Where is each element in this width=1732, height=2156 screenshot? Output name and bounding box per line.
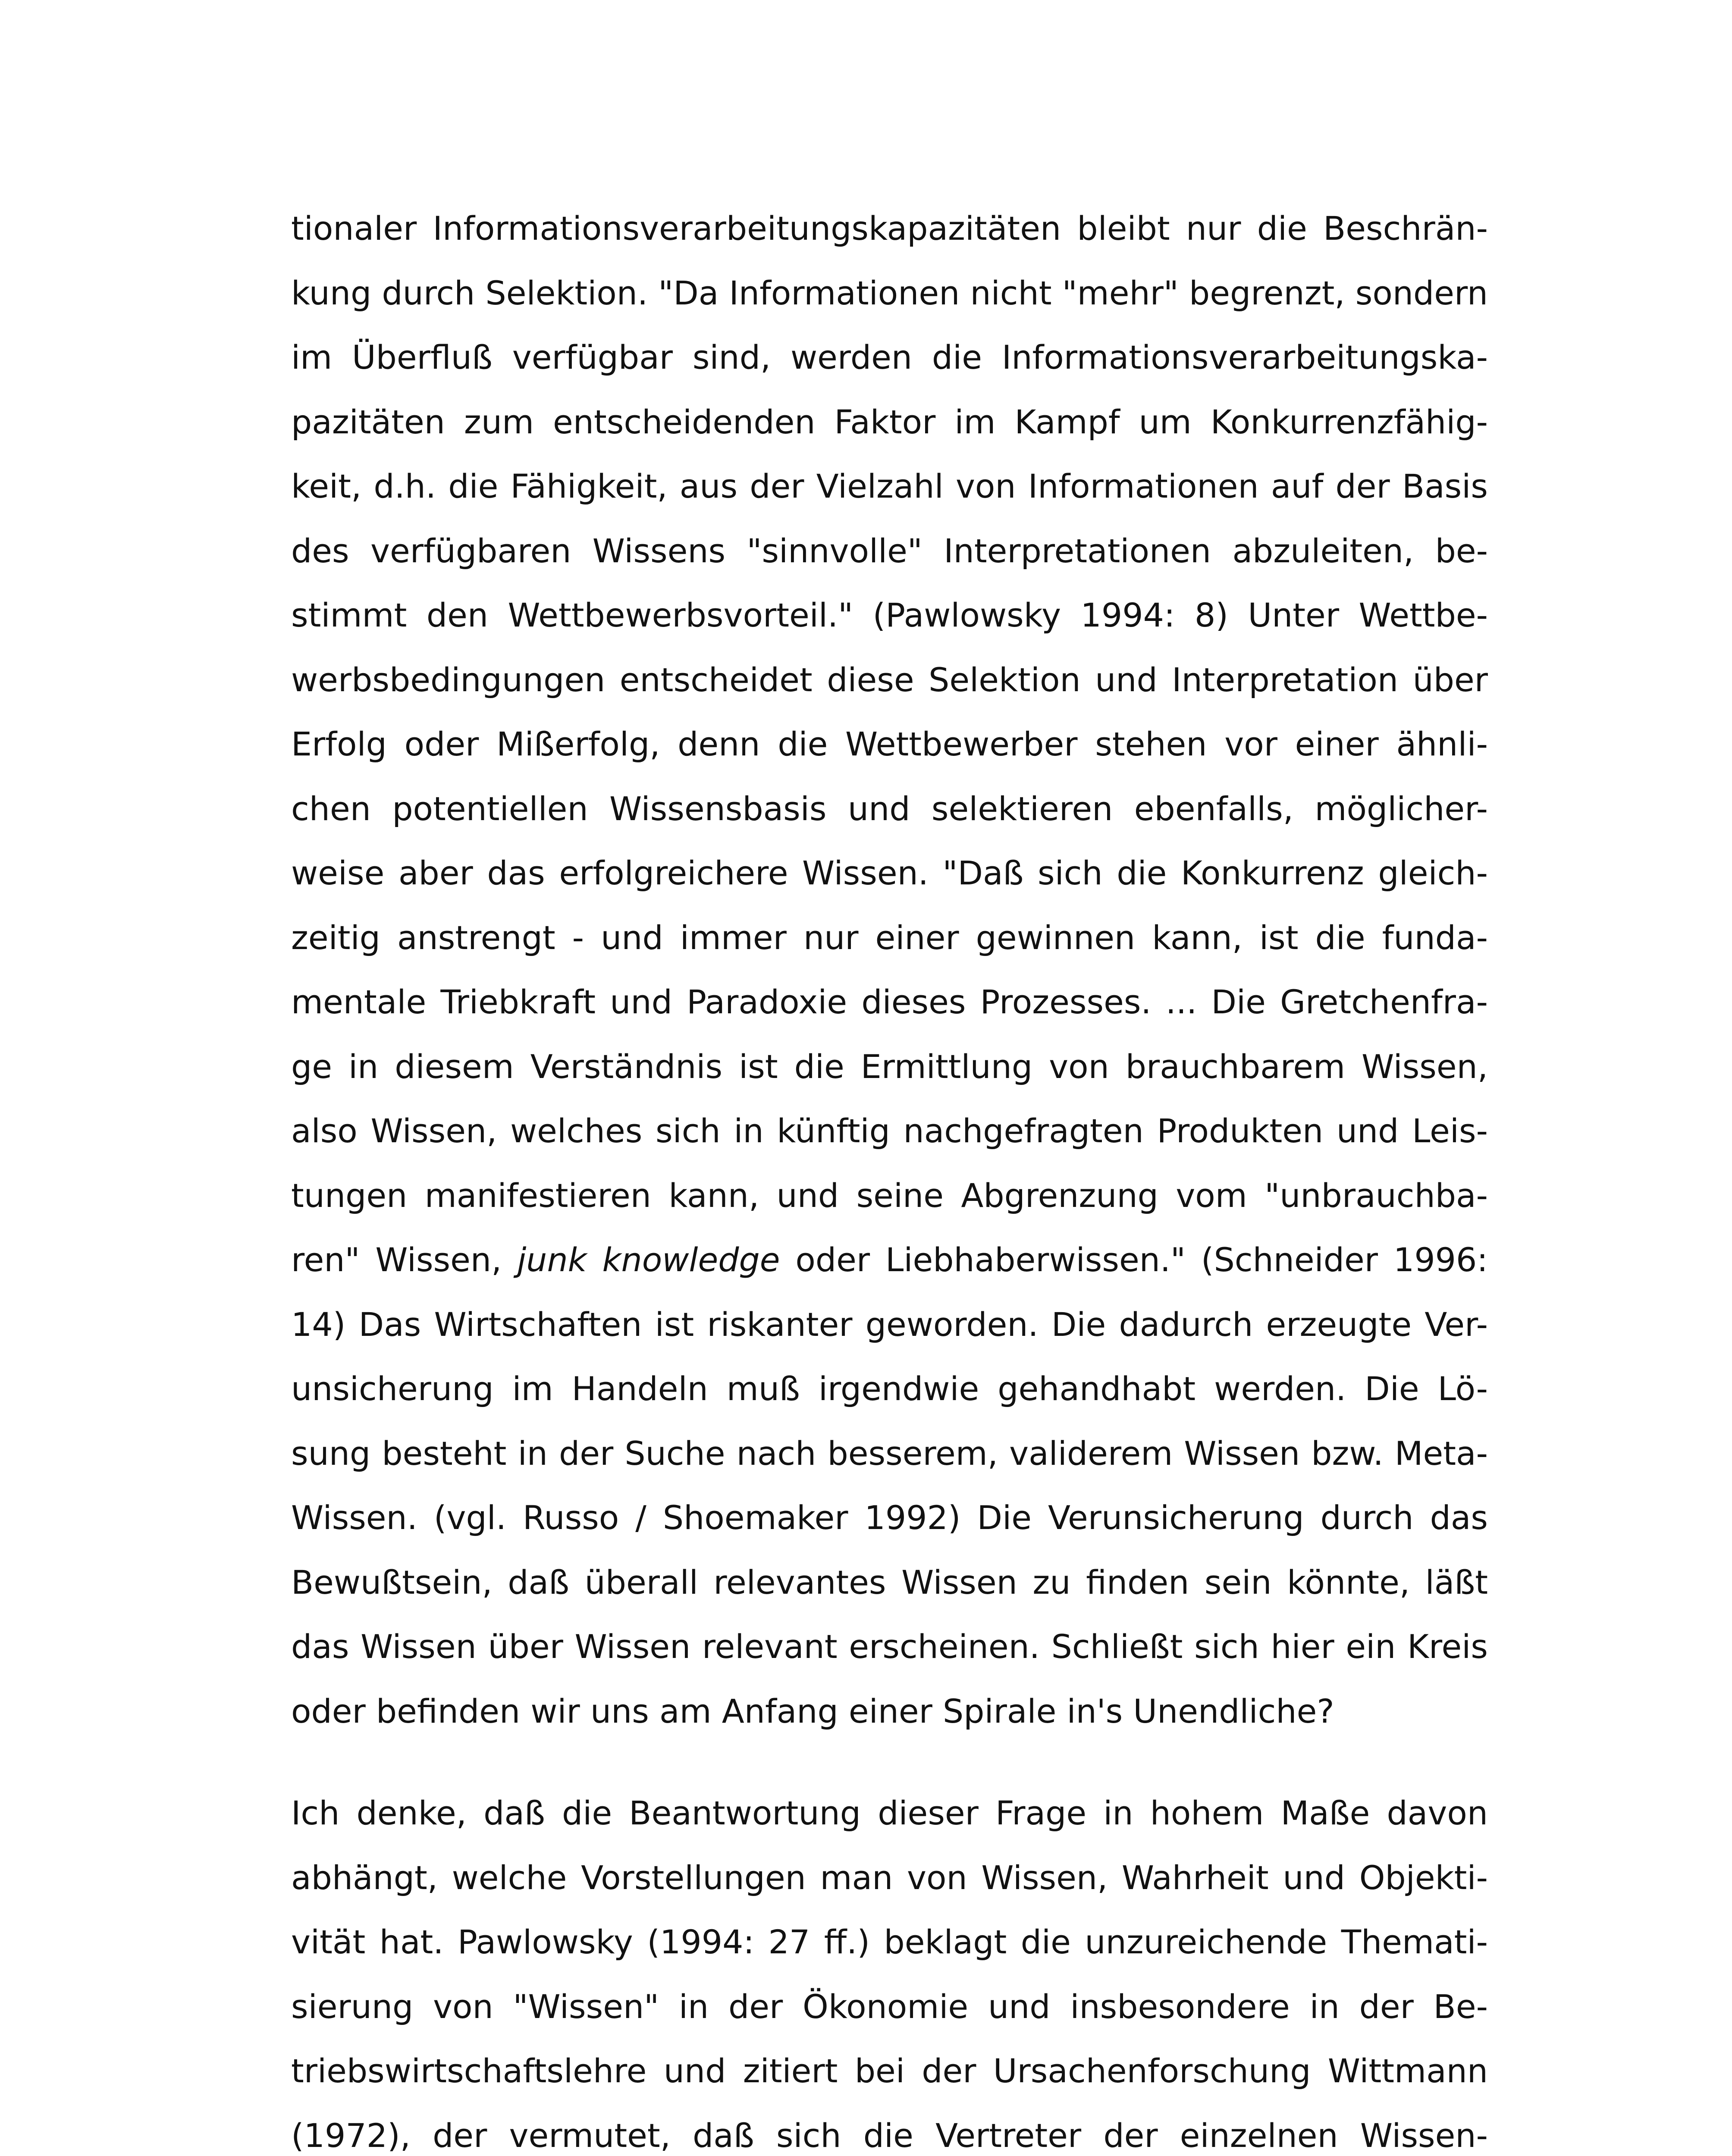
text-line: im Überfluß verfügbar sind, werden die Informationsverarbeitungska- <box>291 338 1488 376</box>
text-line: (1972), der vermutet, daß sich die Vertreter der einzelnen Wissen- <box>291 2116 1488 2155</box>
text-line: Wissen. (vgl. Russo / Shoemaker 1992) Die Verunsicherung durch das <box>291 1498 1488 1537</box>
text-line: abhängt, welche Vorstellungen man von Wissen, Wahrheit und Objekti- <box>291 1858 1488 1897</box>
text-line: oder befinden wir uns am Anfang einer Spirale in's Unendliche? <box>291 1692 1334 1730</box>
text-line: chen potentiellen Wissensbasis und selektieren ebenfalls, möglicher- <box>291 789 1488 828</box>
text-line: weise aber das erfolgreichere Wissen. "Daß sich die Konkurrenz gleich- <box>291 854 1488 892</box>
text-line: triebswirtschaftslehre und zitiert bei der Ursachenforschung Wittmann <box>291 2052 1488 2090</box>
body-paragraph-1 <box>291 196 1488 1743</box>
text-line: tionaler Informationsverarbeitungskapazitäten bleibt nur die Beschrän- <box>291 209 1488 248</box>
text-line: kung durch Selektion. "Da Informationen nicht "mehr" begrenzt, sondern <box>291 273 1488 312</box>
text-line: Erfolg oder Mißerfolg, denn die Wettbewerber stehen vor einer ähnli- <box>291 725 1488 763</box>
body-paragraph-2 <box>291 1781 1488 2156</box>
italic-term: junk knowledge <box>517 1241 780 1279</box>
text-line: keit, d.h. die Fähigkeit, aus der Vielzahl von Informationen auf der Basis <box>291 467 1488 505</box>
text-line: 14) Das Wirtschaften ist riskanter geworden. Die dadurch erzeugte Ver- <box>291 1305 1488 1344</box>
text-line-with-italic <box>291 1228 1488 1292</box>
text-run: ren" Wissen, <box>291 1241 518 1279</box>
text-line: also Wissen, welches sich in künftig nachgefragten Produkten und Leis- <box>291 1112 1488 1150</box>
text-line: sung besteht in der Suche nach besserem, validerem Wissen bzw. Meta- <box>291 1434 1488 1473</box>
text-line: stimmt den Wettbewerbsvorteil." (Pawlowsky 1994: 8) Unter Wettbe- <box>291 596 1488 634</box>
text-line: werbsbedingungen entscheidet diese Selektion und Interpretation über <box>291 660 1488 699</box>
text-line: ge in diesem Verständnis ist die Ermittlung von brauchbarem Wissen, <box>291 1047 1488 1086</box>
text-line: unsicherung im Handeln muß irgendwie gehandhabt werden. Die Lö- <box>291 1369 1488 1408</box>
text-line: pazitäten zum entscheidenden Faktor im Kampf um Konkurrenzfähig- <box>291 402 1488 441</box>
text-line: sierung von "Wissen" in der Ökonomie und insbesondere in der Be- <box>291 1987 1488 2026</box>
text-line: das Wissen über Wissen relevant erscheinen. Schließt sich hier ein Kreis <box>291 1627 1488 1666</box>
text-line: vität hat. Pawlowsky (1994: 27 ff.) beklagt die unzureichende Themati- <box>291 1923 1488 1961</box>
text-line: tungen manifestieren kann, und seine Abgrenzung vom "unbrauchba- <box>291 1176 1488 1215</box>
text-line: zeitig anstrengt - und immer nur einer gewinnen kann, ist die funda- <box>291 918 1488 957</box>
text-line: Bewußtsein, daß überall relevantes Wissen zu finden sein könnte, läßt <box>291 1563 1488 1601</box>
text-line: mentale Triebkraft und Paradoxie dieses Prozesses. ... Die Gretchenfra- <box>291 983 1488 1021</box>
text-run: oder Liebhaberwissen." (Schneider 1996: <box>780 1241 1488 1279</box>
text-line: Ich denke, daß die Beantwortung dieser Frage in hohem Maße davon <box>291 1794 1488 1832</box>
text-line: des verfügbaren Wissens "sinnvolle" Interpretationen abzuleiten, be- <box>291 531 1488 570</box>
